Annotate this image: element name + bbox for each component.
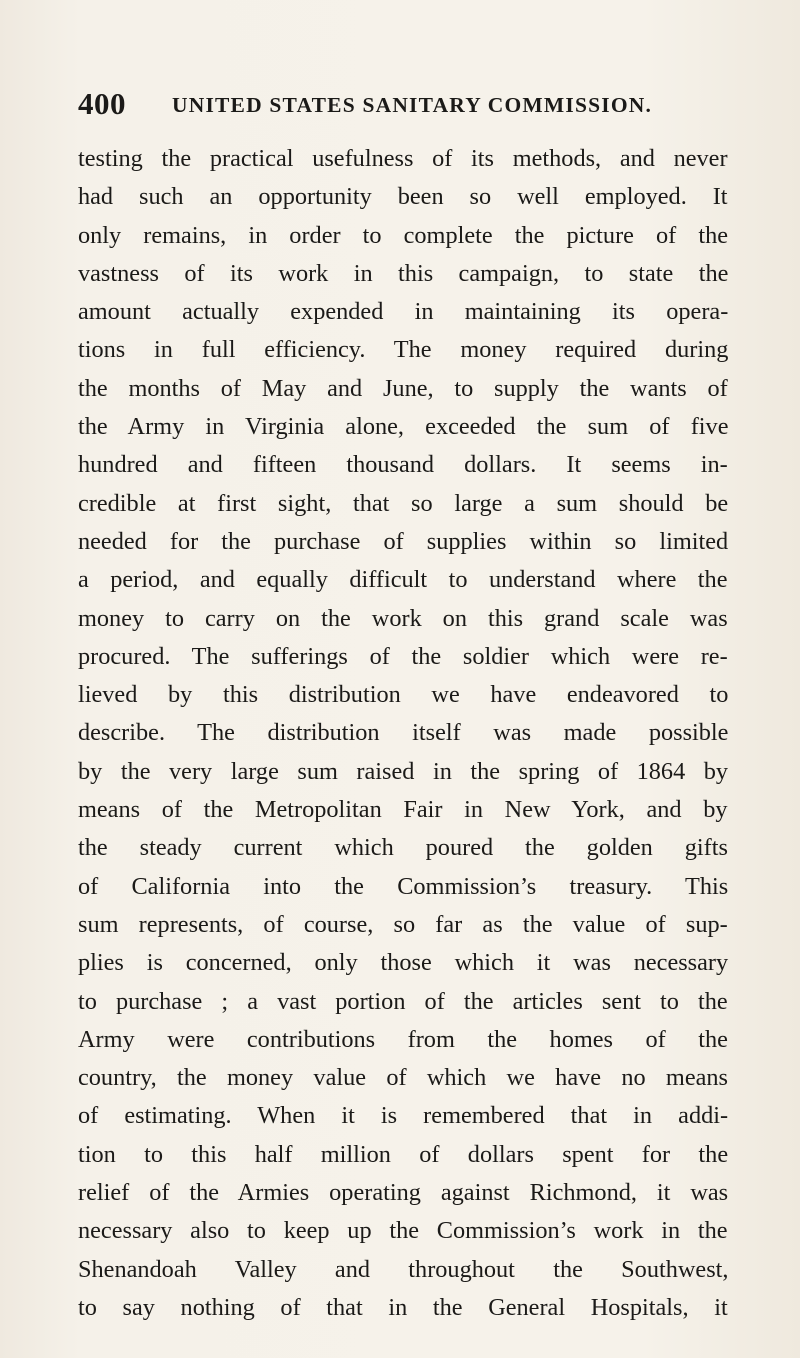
text-line: tion to this half million of dollars spent for the [78,1140,729,1168]
text-line: had such an opportunity been so well employed. It [78,183,728,211]
text-line: describe. The distribution itself was made possible [78,719,729,747]
text-line: of California into the Commission’s treasury. This [78,872,729,900]
text-line: the months of May and June, to supply the wants of [78,374,728,402]
text-line: plies is concerned, only those which it was necessary [78,949,729,977]
text-line: necessary also to keep up the Commission’s work in the [78,1217,728,1245]
text-line: lieved by this distribution we have endeavored to [78,681,729,709]
text-line: to say nothing of that in the General Hospitals, it [78,1293,728,1321]
text-line: relief of the Armies operating against Richmond, it was [78,1179,729,1207]
text-line: testing the practical usefulness of its methods, and never [78,145,728,172]
text-line: country, the money value of which we have no means [78,1064,728,1092]
text-line: procured. The sufferings of the soldier which were re- [78,642,728,670]
text-line: tions in full efficiency. The money required during [78,336,729,364]
text-line: of estimating. When it is remembered that in addi- [78,1102,729,1130]
text-line: to purchase ; a vast portion of the articles sent to the [78,987,728,1015]
text-line: means of the Metropolitan Fair in New York, and by [78,796,728,824]
text-line: vastness of its work in this campaign, to state the [78,259,729,287]
text-line: the steady current which poured the golden gifts [78,834,728,862]
text-line: Shenandoah Valley and throughout the Southwest, [78,1255,729,1283]
text-line: only remains, in order to complete the picture of the [78,221,729,249]
body-text [78,140,728,1327]
text-line: amount actually expended in maintaining its opera- [78,298,729,326]
page-header [78,84,728,128]
text-line: a period, and equally difficult to understand where the [78,566,728,594]
text-line: Army were contributions from the homes of the [78,1025,728,1053]
text-line: by the very large sum raised in the spring of 1864 by [78,757,729,785]
running-head: UNITED STATES SANITARY COMMISSION. [172,93,653,117]
page-number: 400 [78,86,126,121]
text-line: the Army in Virginia alone, exceeded the sum of five [78,413,729,441]
text-line: money to carry on the work on this grand scale was [78,604,728,632]
text-line: hundred and fifteen thousand dollars. It seems in- [78,451,728,479]
text-line: needed for the purchase of supplies within so limited [78,527,729,555]
text-line: credible at first sight, that so large a sum should be [78,489,729,517]
text-line: sum represents, of course, so far as the value of sup- [78,910,728,938]
